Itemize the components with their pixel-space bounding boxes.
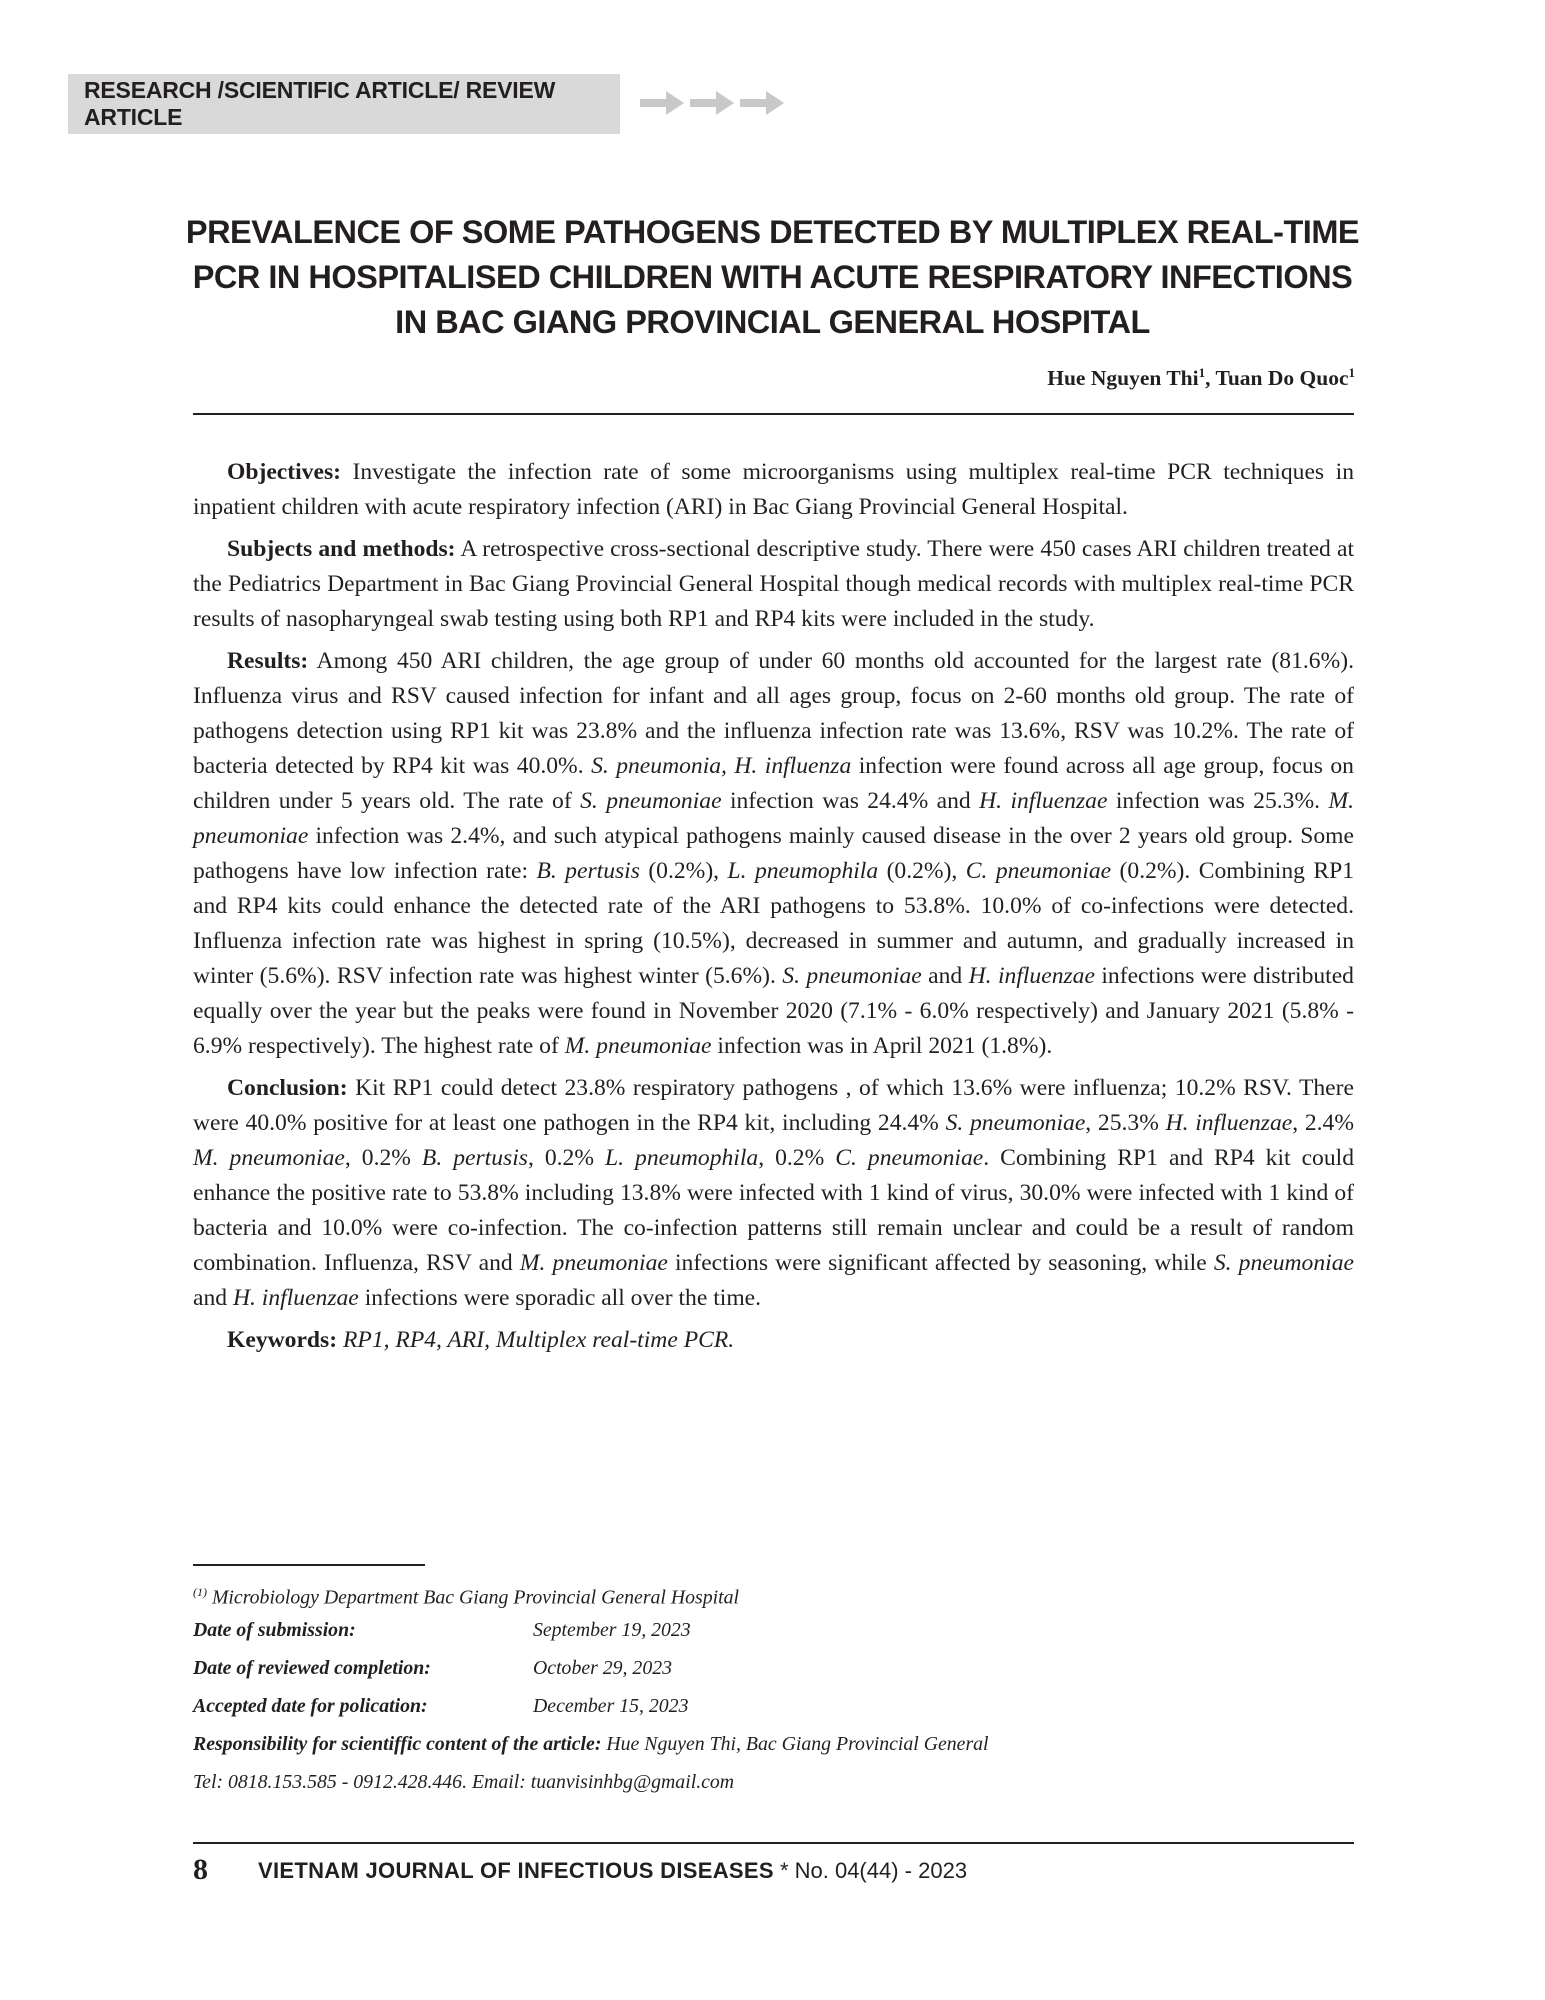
title-line: PCR IN HOSPITALISED CHILDREN WITH ACUTE RESPIRATORY INFECTIONS [192, 259, 1353, 295]
conclusion-text [193, 1075, 1354, 1311]
abstract-results [193, 644, 1354, 1064]
results-text [193, 648, 1354, 1059]
text-run: Among 450 ARI children, the age group of under 60 months old accounted for the largest rate (81.6%). Influenza virus and RSV caused infection for infant and all ages group, focus on 2-60 months old group. The rate of pathogens detection using RP1 kit was 23.8% and the influenza infection rate was 13.6%, RSV was 10.2%. The rate of bacteria detected by RP4 kit was 40.0%. [193, 648, 1354, 779]
text-run: (0.2%), [878, 858, 966, 884]
title-line: PREVALENCE OF SOME PATHOGENS DETECTED BY MULTIPLEX REAL-TIME [185, 214, 1360, 250]
date-label: Date of reviewed completion: [193, 1657, 431, 1679]
date-line-review [193, 1649, 1354, 1687]
date-value: December 15, 2023 [533, 1695, 689, 1717]
journal-name: VIETNAM JOURNAL OF INFECTIOUS DISEASES [258, 1858, 774, 1883]
text-run: infection were found across all age group, focus on children under 5 years old. The rate of [193, 753, 1354, 814]
responsibility-line [193, 1725, 1354, 1763]
author-affiliation-mark: 1 [1348, 365, 1355, 380]
text-run: . Combining RP1 and RP4 kit could enhance the positive rate to 53.8% including 13.8% were infected with 1 kind of virus, 30.0% were infected with 1 kind of bacteria and 10.0% were co-infection. The co-infection patterns still remain unclear and could be a result of random combination. Influenza, RSV and [193, 1145, 1354, 1276]
article-title [150, 210, 1395, 345]
text-run: A retrospective cross-sectional descriptive study. There were 450 cases ARI children treated at the Pediatrics Department in Bac Giang Provincial General Hospital though medical records with multiplex real-time PCR results of nasopharyngeal swab testing using both RP1 and RP4 kits were included in the study. [193, 536, 1354, 632]
author-affiliation-mark: 1 [1198, 365, 1206, 380]
species-name: S. pneumonia, H. influenza [591, 753, 852, 779]
title-line: IN BAC GIANG PROVINCIAL GENERAL HOSPITAL [395, 304, 1150, 340]
species-name: B. pertusis [421, 1145, 528, 1171]
section-label: RESEARCH /SCIENTIFIC ARTICLE/ REVIEW ARTICLE [84, 77, 556, 130]
species-name: M. pneumoniae [519, 1250, 668, 1276]
author-name: Tuan Do Quoc [1215, 366, 1349, 391]
text-run: , 0.2% [344, 1145, 422, 1171]
date-value: October 29, 2023 [533, 1657, 672, 1679]
species-name: L. pneumophila [605, 1145, 759, 1171]
text-run: (0.2%), [639, 858, 728, 884]
text-run: (0.2%). Combining RP1 and RP4 kits could enhance the detected rate of the ARI pathogens to 53.8%. 10.0% of co-infections were detected. Influenza infection rate was highest in spring (10.5%), decreased in summer and autumn, and gradually increased in winter (5.6%). RSV infection rate was highest winter (5.6%). [193, 858, 1354, 989]
species-name: B. pertusis [536, 858, 640, 884]
text-run: infection was 2.4%, and such atypical pathogens mainly caused disease in the over 2 years old group. Some pathogens have low infection rate: [193, 823, 1354, 884]
right-arrow-icon [640, 88, 790, 118]
conclusion-label: Conclusion: [227, 1075, 348, 1101]
journal-footer [258, 1858, 967, 1884]
species-name: H. influenzae [232, 1285, 359, 1311]
footer-divider [193, 1842, 1354, 1844]
species-name: M. pneumoniae [193, 1145, 345, 1171]
species-name: H. influenzae [979, 788, 1108, 814]
author-separator: , [1205, 366, 1216, 391]
author-name: Hue Nguyen Thi [1047, 366, 1199, 391]
species-name: H. influenzae [968, 963, 1095, 989]
text-run: , 0.2% [758, 1145, 836, 1171]
responsibility-value: Hue Nguyen Thi, Bac Giang Provincial General [601, 1733, 989, 1755]
text-run: Kit RP1 could detect 23.8% respiratory pathogens , of which 13.6% were influenza; 10.2% RSV. There were 40.0% positive for at least one pathogen in the RP4 kit, including 24.4% [193, 1075, 1354, 1136]
section-header [68, 74, 620, 134]
affiliation-text: Microbiology Department Bac Giang Provincial General Hospital [207, 1586, 739, 1609]
affiliation-line [193, 1573, 1354, 1611]
author-list [1047, 365, 1355, 391]
footnote-divider [193, 1564, 425, 1566]
title-divider [193, 413, 1354, 415]
species-name: C. pneumoniae [965, 858, 1112, 884]
keywords-label: Keywords: [227, 1327, 338, 1353]
species-name: S. pneumoniae [580, 788, 722, 814]
text-run: Investigate the infection rate of some microorganisms using multiplex real-time PCR techniques in inpatient children with acute respiratory infection (ARI) in Bac Giang Provincial General Hospital. [193, 459, 1354, 520]
text-run: infections were sporadic all over the time. [358, 1285, 762, 1311]
text-run: , 0.2% [527, 1145, 605, 1171]
objectives-label: Objectives: [227, 459, 341, 485]
abstract-methods [193, 532, 1354, 637]
footnotes [193, 1573, 1354, 1801]
contact-text: Tel: 0818.153.585 - 0912.428.446. Email: tuanvisinhbg@gmail.com [193, 1771, 735, 1793]
date-value: September 19, 2023 [533, 1619, 691, 1641]
responsibility-label: Responsibility for scientiffic content of the article: [193, 1733, 602, 1755]
text-run: and [193, 1285, 233, 1311]
abstract-keywords [193, 1323, 1354, 1358]
species-name: H. influenzae [1165, 1110, 1293, 1136]
contact-line [193, 1763, 1354, 1801]
date-label: Date of submission: [193, 1619, 356, 1641]
species-name: L. pneumophila [727, 858, 879, 884]
species-name: M. pneumoniae [564, 1033, 712, 1059]
species-name: S. pneumoniae [945, 1110, 1086, 1136]
species-name: M. pneumoniae [193, 788, 1354, 849]
affiliation-mark: (1) [193, 1585, 207, 1599]
abstract [193, 455, 1354, 1365]
page-number: 8 [193, 1853, 208, 1886]
text-run: , 25.3% [1085, 1110, 1166, 1136]
objectives-text [193, 459, 1354, 520]
species-name: S. pneumoniae [782, 963, 922, 989]
abstract-objectives [193, 455, 1354, 525]
results-label: Results: [227, 648, 309, 674]
species-name: C. pneumoniae [835, 1145, 984, 1171]
text-run: infection was in April 2021 (1.8%). [711, 1033, 1053, 1059]
date-label: Accepted date for polication: [193, 1695, 428, 1717]
text-run: , 2.4% [1292, 1110, 1354, 1136]
abstract-conclusion [193, 1071, 1354, 1316]
keywords-value: RP1, RP4, ARI, Multiplex real-time PCR. [337, 1327, 735, 1353]
text-run: infection was 24.4% and [721, 788, 980, 814]
text-run: infections were distributed equally over the year but the peaks were found in November 2020 (7.1% - 6.0% respectively) and January 2021 (5.8% - 6.9% respectively). The highest rate of [193, 963, 1354, 1059]
text-run: infection was 25.3%. [1107, 788, 1329, 814]
methods-label: Subjects and methods: [227, 536, 456, 562]
date-line-accepted [193, 1687, 1354, 1725]
text-run: and [921, 963, 969, 989]
journal-issue: * No. 04(44) - 2023 [773, 1858, 968, 1883]
text-run: infections were significant affected by seasoning, while [667, 1250, 1214, 1276]
date-line-submission [193, 1611, 1354, 1649]
species-name: S. pneumoniae [1213, 1250, 1354, 1276]
